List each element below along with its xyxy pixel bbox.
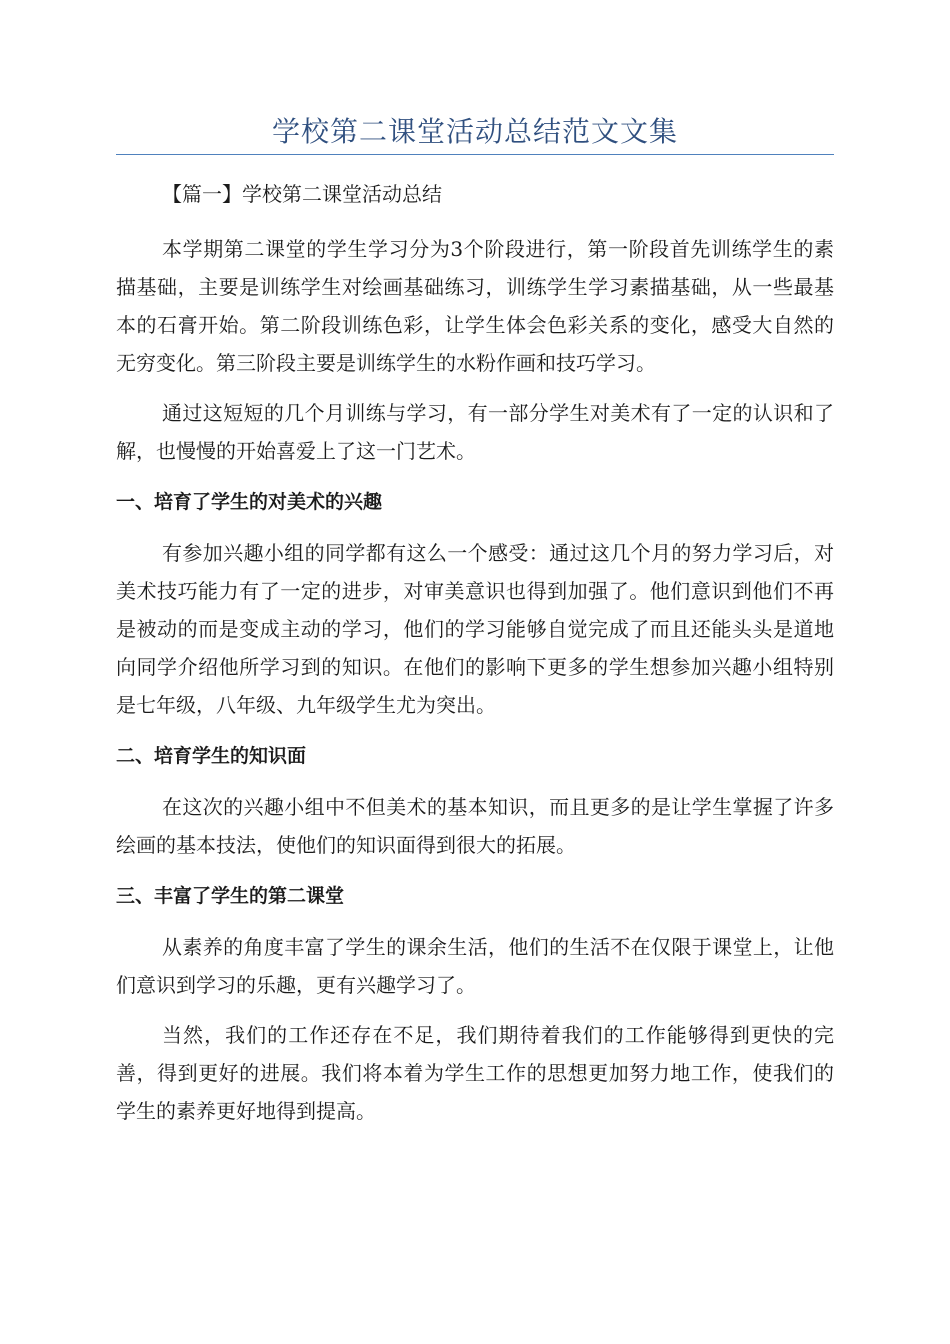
paragraph-interest: 有参加兴趣小组的同学都有这么一个感受：通过这几个月的努力学习后，对美术技巧能力有了一定的进步，对审美意识也得到加强了。他们意识到他们不再是被动的而是变成主动的学习，他们的学习能够自觉完成了而且还能头头是道地向同学介绍他所学习到的知识。在他们的影响下更多的学生想参加兴趣小组特别是七年级，八年级、九年级学生尤为突出。 [116, 541, 834, 717]
paragraph-intro: 本学期第二课堂的学生学习分为3个阶段进行，第一阶段首先训练学生的素描基础，主要是训练学生对绘画基础练习，训练学生学习素描基础，从一些最基本的石膏开始。第二阶段训练色彩，让学生体会色彩关系的变化，感受大自然的无穷变化。第三阶段主要是训练学生的水粉作画和技巧学习。 [116, 237, 834, 375]
paragraph-summary: 通过这短短的几个月训练与学习，有一部分学生对美术有了一定的认识和了解，也慢慢的开始喜爱上了这一门艺术。 [116, 401, 834, 463]
heading-knowledge: 二、培育学生的知识面 [116, 745, 307, 767]
document-title: 学校第二课堂活动总结范文文集 [271, 115, 678, 148]
title-divider [116, 154, 834, 155]
heading-second-classroom: 三、丰富了学生的第二课堂 [116, 885, 345, 907]
section-subtitle: 【篇一】学校第二课堂活动总结 [162, 182, 442, 206]
paragraph-conclusion: 当然，我们的工作还存在不足，我们期待着我们的工作能够得到更快的完善，得到更好的进展。我们将本着为学生工作的思想更加努力地工作，使我们的学生的素养更好地得到提高。 [116, 1023, 834, 1123]
heading-interest: 一、培育了学生的对美术的兴趣 [116, 491, 383, 513]
paragraph-second-classroom: 从素养的角度丰富了学生的课余生活，他们的生活不在仅限于课堂上，让他们意识到学习的乐趣，更有兴趣学习了。 [116, 935, 834, 997]
paragraph-knowledge: 在这次的兴趣小组中不但美术的基本知识，而且更多的是让学生掌握了许多绘画的基本技法，使他们的知识面得到很大的拓展。 [116, 795, 834, 857]
document-body [116, 172, 834, 1142]
